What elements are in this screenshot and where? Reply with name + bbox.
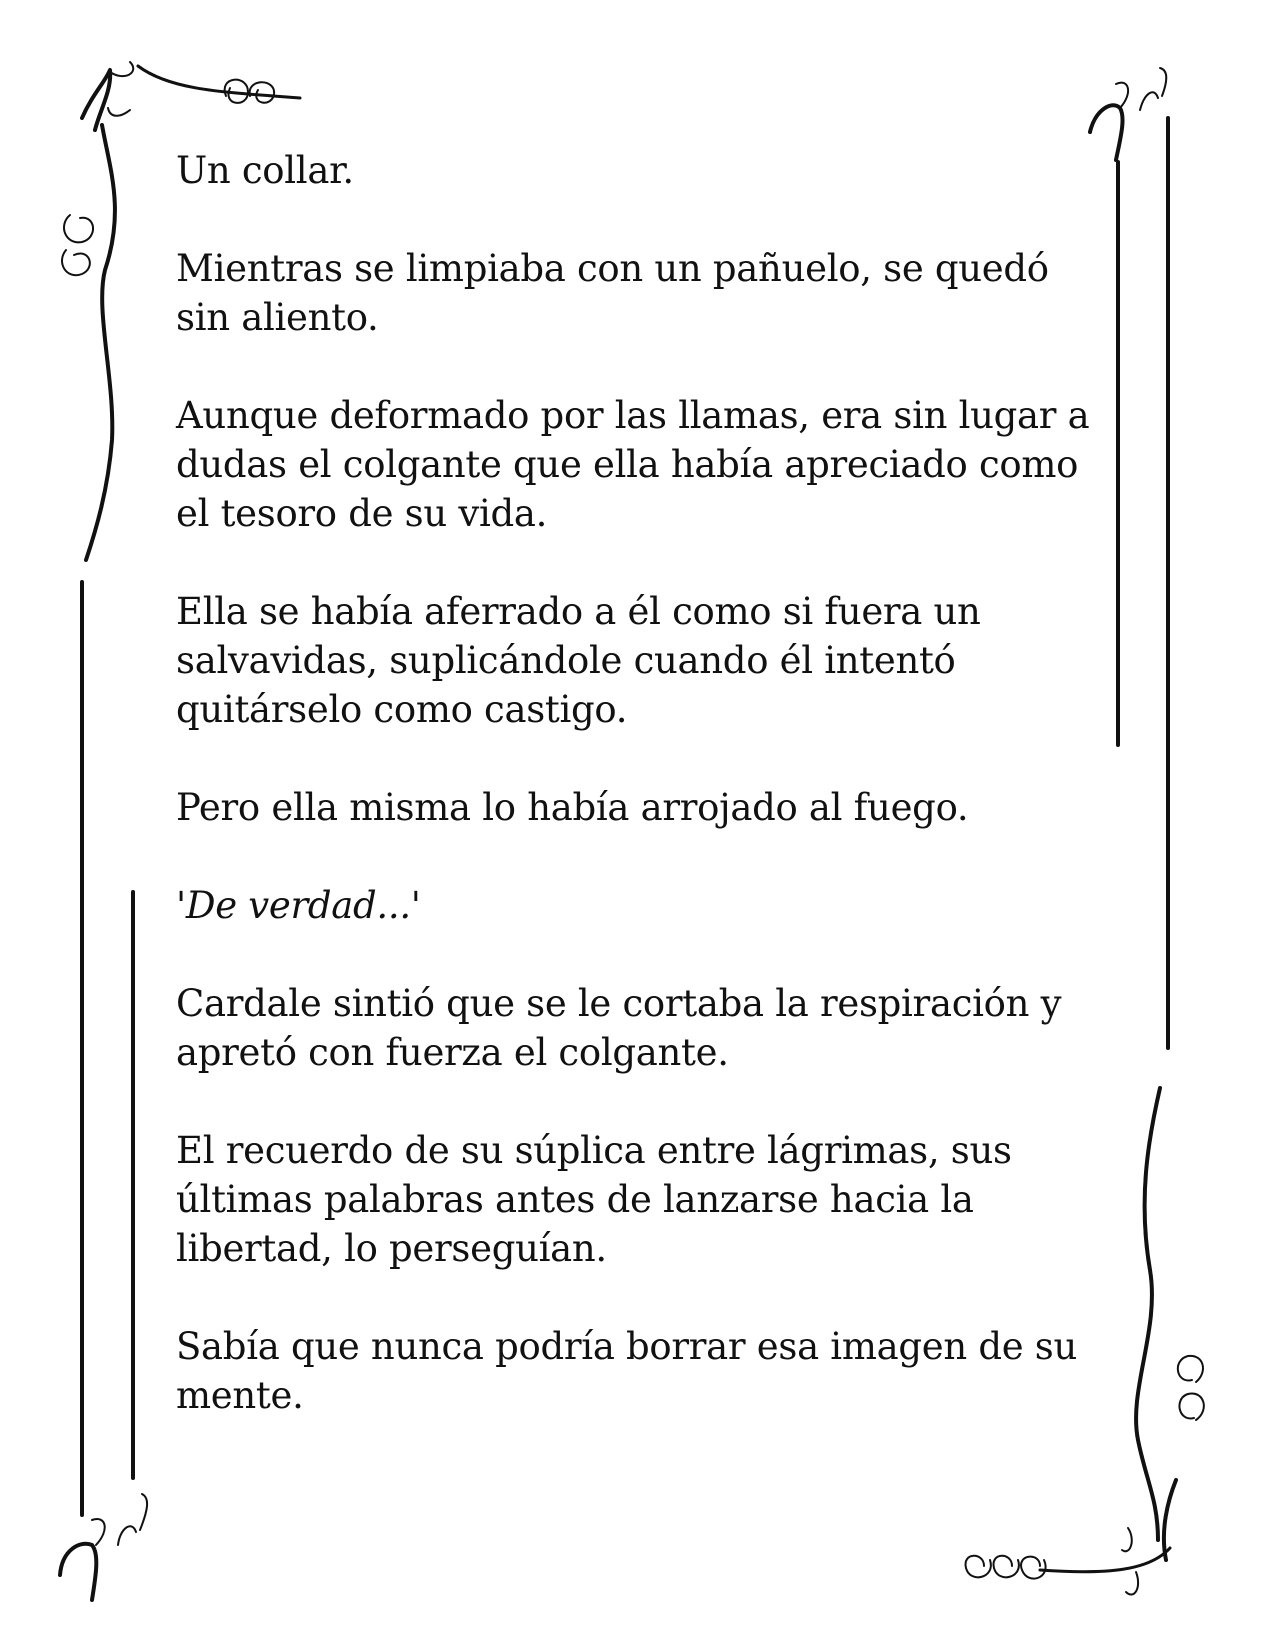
paragraph: Cardale sintió que se le cortaba la respiración y apretó con fuerza el colgante. xyxy=(176,982,1062,1074)
paragraph: Sabía que nunca podría borrar esa imagen de su mente. xyxy=(176,1325,1077,1417)
paragraph: Ella se había aferrado a él como si fuera un salvavidas, suplicándole cuando él intentó quitárselo como castigo. xyxy=(176,590,981,731)
paragraph: Aunque deformado por las llamas, era sin lugar a dudas el colgante que ella había apreciado como el tesoro de su vida. xyxy=(176,394,1090,535)
flourish-bottom-left xyxy=(60,1494,147,1600)
thought-paragraph: 'De verdad...' xyxy=(176,884,421,927)
paragraph: El recuerdo de su súplica entre lágrimas, sus últimas palabras antes de lanzarse hacia la libertad, lo perseguían. xyxy=(176,1129,1012,1270)
paragraph: Mientras se limpiaba con un pañuelo, se quedó sin aliento. xyxy=(176,247,1049,339)
story-text xyxy=(176,146,1106,1469)
paragraph: Un collar. xyxy=(176,149,354,192)
paragraph: Pero ella misma lo había arrojado al fuego. xyxy=(176,786,969,829)
